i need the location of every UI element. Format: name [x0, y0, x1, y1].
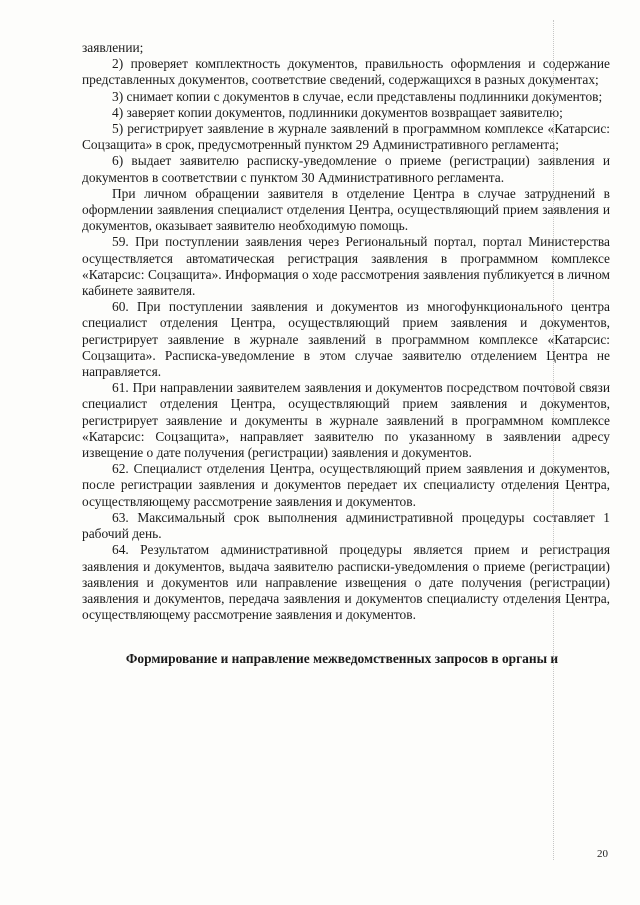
paragraph-item-2: 2) проверяет комплектность документов, правильность оформления и содержание представленных документов, соответствие сведений, содержащихся в разных документах; — [82, 56, 610, 88]
paragraph-64: 64. Результатом административной процедуры является прием и регистрация заявления и документов, выдача заявителю расписки-уведомления о приеме (регистрации) заявления и документов или направление извещения о дате получения (регистрации) заявления и документов, передача заявления и документов специалисту отделения Центра, осуществляющему рассмотрение заявления и документов. — [82, 542, 610, 623]
paragraph-item-4: 4) заверяет копии документов, подлинники документов возвращает заявителю; — [112, 104, 563, 120]
paragraph-60: 60. При поступлении заявления и документов из многофункционального центра специалист отделения Центра, осуществляющий прием заявления и документов, регистрирует заявление в журнале заявлений в программном комплексе «Катарсис: Соцзащита». Расписка-уведомление в этом случае заявителю отделением Центра не направляется. — [82, 299, 610, 380]
paragraph-continuation: заявлении; — [82, 40, 144, 55]
paragraph-item-5: 5) регистрирует заявление в журнале заявлений в программном комплексе «Катарсис: Соцзащита» в срок, предусмотренный пунктом 29 Административного регламента; — [82, 121, 610, 153]
page-number: 20 — [597, 848, 608, 860]
paragraph-62: 62. Специалист отделения Центра, осуществляющий прием заявления и документов, после регистрации заявления и документов передает их специалисту отделения Центра, осуществляющему рассмотрение заявления и документов. — [82, 461, 610, 509]
paragraph-63: 63. Максимальный срок выполнения административной процедуры составляет 1 рабочий день. — [82, 509, 610, 542]
paragraph-61: 61. При направлении заявителем заявления и документов посредством почтовой связи специалист отделения Центра, осуществляющий прием заявления и документов, регистрирует заявление и документы в журнале заявлений в программном комплексе «Катарсис: Соцзащита», направляет заявителю по указанному в заявлении адресу извещение о дате получения (регистрации) заявления и документов. — [82, 380, 610, 461]
section-heading: Формирование и направление межведомственных запросов в органы и — [125, 651, 559, 667]
paragraph-59: 59. При поступлении заявления через Региональный портал, портал Министерства осуществляется автоматическая регистрация заявления в программном комплексе «Катарсис: Соцзащита». Информация о ходе рассмотрения заявления публикуется в личном кабинете заявителя. — [82, 234, 610, 299]
paragraph-personal-visit: При личном обращении заявителя в отделение Центра в случае затруднений в оформлении заявления специалист отделения Центра, осуществляющий прием заявления и документов, оказывает заявителю необходимую помощь. — [82, 185, 610, 234]
paragraph-item-6: 6) выдает заявителю расписку-уведомление о приеме (регистрации) заявления и документов в соответствии с пунктом 30 Административного регламента. — [82, 153, 610, 185]
scan-artifact-line — [553, 20, 554, 860]
paragraph-item-3: 3) снимает копии с документов в случае, если представлены подлинники документов; — [112, 88, 603, 104]
